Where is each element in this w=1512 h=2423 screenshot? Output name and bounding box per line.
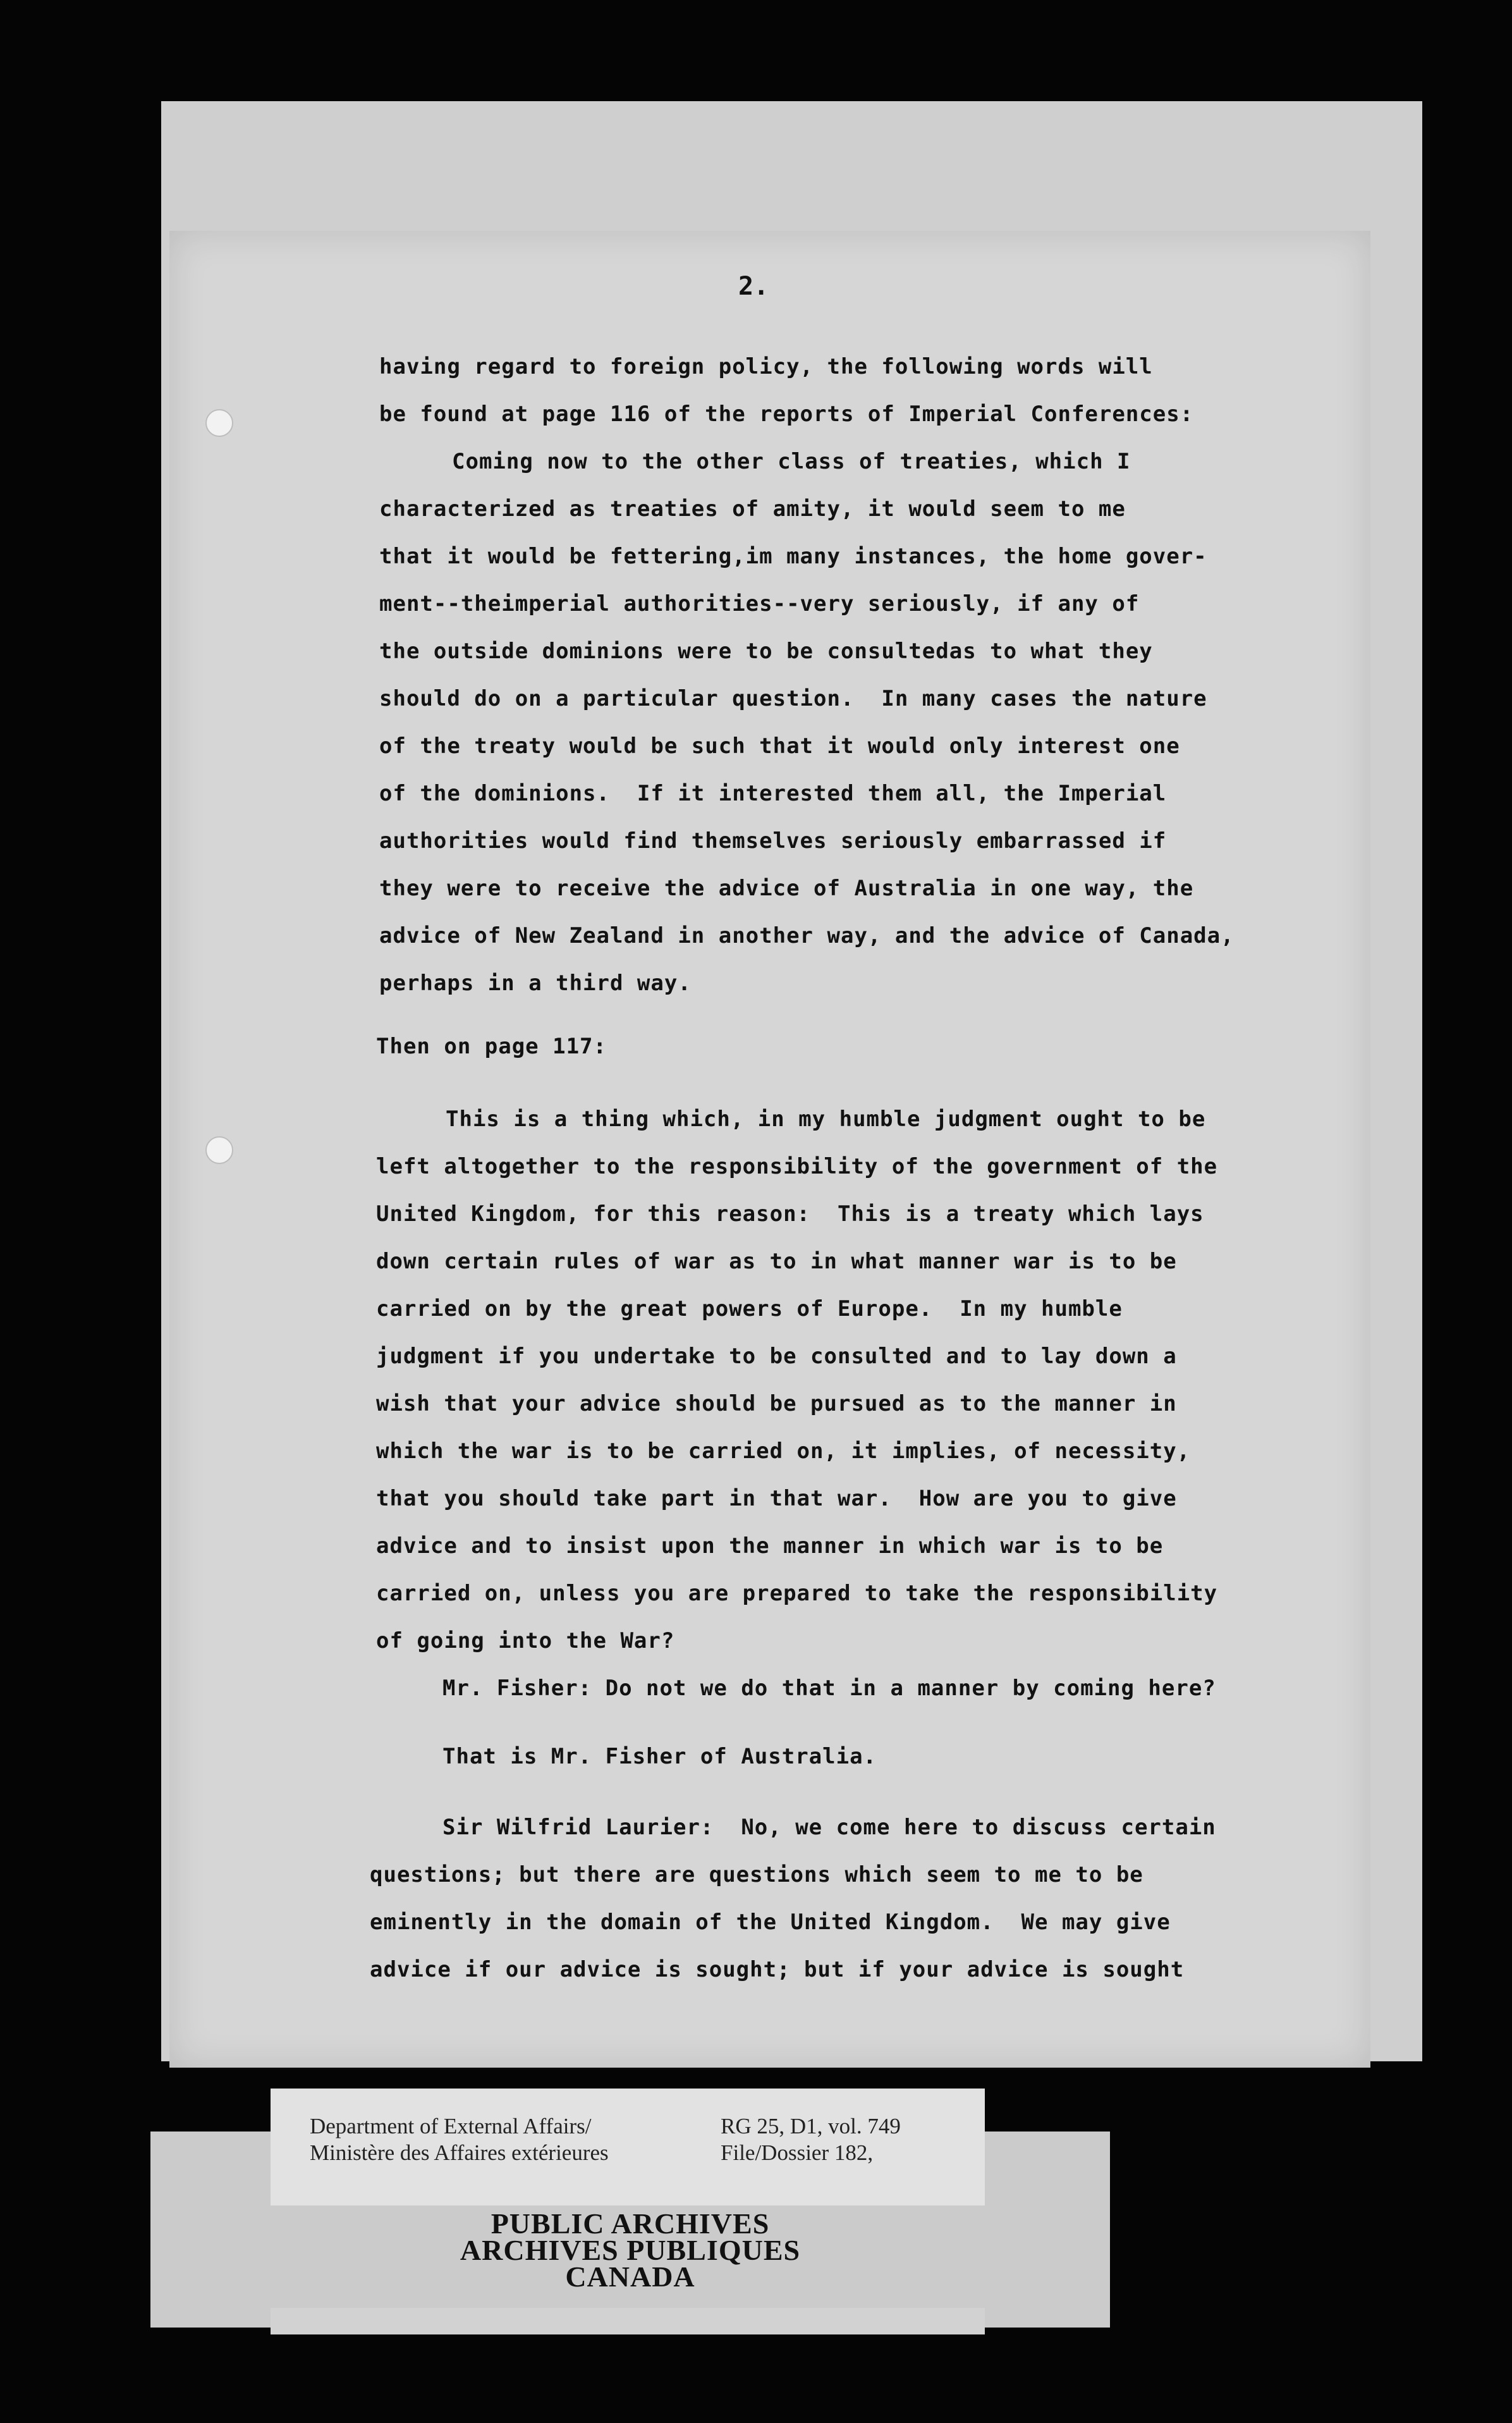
text-line: eminently in the domain of the United Kingdom. We may give	[370, 1910, 1171, 1935]
department-fr: Ministère des Affaires extérieures	[310, 2140, 609, 2165]
text-line: ment--theimperial authorities--very seriously, if any of	[379, 591, 1140, 616]
text-line: authorities would find themselves seriously embarrassed if	[379, 828, 1167, 854]
text-line: This is a thing which, in my humble judgment ought to be	[446, 1107, 1206, 1132]
archive-label	[271, 2089, 985, 2205]
page-number: 2.	[738, 272, 769, 301]
text-line: that it would be fettering,im many instances, the home gover-	[379, 544, 1207, 569]
stamp-line: ARCHIVES PUBLIQUES	[460, 2234, 801, 2266]
text-line: That is Mr. Fisher of Australia.	[442, 1744, 877, 1769]
text-line: having regard to foreign policy, the following words will	[379, 354, 1153, 379]
text-line: Coming now to the other class of treaties, which I	[452, 449, 1131, 474]
stamp-strip	[271, 2308, 985, 2334]
stamp-line: PUBLIC ARCHIVES	[491, 2207, 770, 2240]
text-line: of the treaty would be such that it would only interest one	[379, 733, 1180, 759]
file-reference: File/Dossier 182,	[721, 2140, 874, 2165]
text-line: they were to receive the advice of Australia in one way, the	[379, 876, 1194, 901]
text-line: should do on a particular question. In many cases the nature	[379, 686, 1207, 711]
text-line: carried on by the great powers of Europe. In my humble	[376, 1296, 1123, 1322]
text-line: down certain rules of war as to in what manner war is to be	[376, 1249, 1177, 1274]
punch-hole	[205, 1136, 233, 1164]
text-line: Sir Wilfrid Laurier: No, we come here to discuss certain	[442, 1815, 1216, 1840]
text-line: which the war is to be carried on, it implies, of necessity,	[376, 1438, 1191, 1464]
text-line: advice if our advice is sought; but if your advice is sought	[370, 1957, 1185, 1982]
text-line: characterized as treaties of amity, it would seem to me	[379, 496, 1126, 522]
text-line: judgment if you undertake to be consulted and to lay down a	[376, 1344, 1177, 1369]
text-line: United Kingdom, for this reason: This is a treaty which lays	[376, 1201, 1204, 1227]
text-line: Mr. Fisher: Do not we do that in a manner by coming here?	[442, 1676, 1216, 1701]
text-line: of going into the War?	[376, 1628, 675, 1653]
text-line: Then on page 117:	[376, 1034, 607, 1059]
text-line: be found at page 116 of the reports of Imperial Conferences:	[379, 402, 1194, 427]
record-group: RG 25, D1, vol. 749	[721, 2114, 901, 2138]
text-line: advice and to insist upon the manner in which war is to be	[376, 1533, 1164, 1559]
department-en: Department of External Affairs/	[310, 2114, 592, 2138]
punch-hole	[205, 409, 233, 437]
text-line: that you should take part in that war. How are you to give	[376, 1486, 1177, 1511]
text-line: the outside dominions were to be consultedas to what they	[379, 639, 1153, 664]
text-line: perhaps in a third way.	[379, 971, 692, 996]
text-line: of the dominions. If it interested them all, the Imperial	[379, 781, 1167, 806]
text-line: wish that your advice should be pursued as to the manner in	[376, 1391, 1177, 1416]
text-line: advice of New Zealand in another way, and the advice of Canada,	[379, 923, 1235, 948]
text-line: questions; but there are questions which seem to me to be	[370, 1862, 1143, 1887]
text-line: carried on, unless you are prepared to take the responsibility	[376, 1581, 1218, 1606]
stamp-line: CANADA	[565, 2260, 695, 2293]
text-line: left altogether to the responsibility of the government of the	[376, 1154, 1218, 1179]
